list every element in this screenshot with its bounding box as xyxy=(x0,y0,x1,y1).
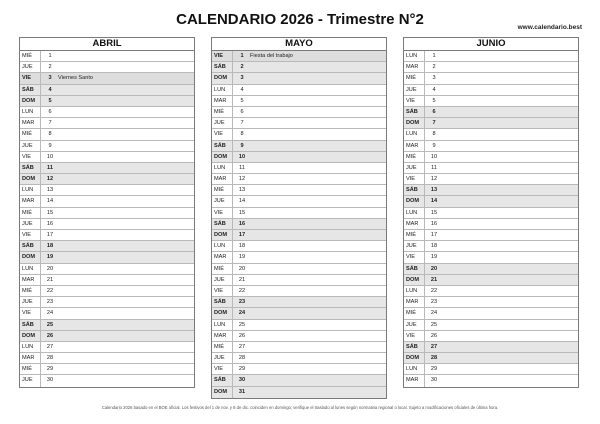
day-row xyxy=(20,152,194,163)
month-header: MAYO xyxy=(212,38,386,51)
day-number: 25 xyxy=(46,321,54,328)
day-number: 2 xyxy=(432,64,436,71)
weekday-label: DOM xyxy=(404,275,425,285)
day-number: 1 xyxy=(48,53,52,59)
day-row xyxy=(20,342,194,353)
weekday-label: JUE xyxy=(20,375,41,386)
day-row xyxy=(404,353,578,364)
weekday-label: DOM xyxy=(212,387,233,398)
day-row xyxy=(404,141,578,152)
day-row xyxy=(212,196,386,207)
weekday-label: VIE xyxy=(212,51,233,61)
day-number: 5 xyxy=(48,97,52,104)
day-number: 15 xyxy=(430,209,438,216)
weekday-label: MAR xyxy=(404,62,425,72)
day-row xyxy=(212,264,386,275)
day-row xyxy=(20,73,194,84)
day-row xyxy=(212,185,386,196)
weekday-label: MAR xyxy=(404,297,425,307)
day-list xyxy=(212,51,386,398)
day-number: 21 xyxy=(46,276,54,283)
weekday-label: MAR xyxy=(212,252,233,262)
day-row xyxy=(20,353,194,364)
weekday-label: MIÉ xyxy=(404,308,425,318)
weekday-label: LUN xyxy=(20,264,41,274)
weekday-label: VIE xyxy=(212,364,233,374)
day-list xyxy=(404,51,578,387)
day-row xyxy=(212,308,386,319)
footer-note: Calendario 2026 basado en el BOE oficial. Los festivos del 1 de nov. y 8 de dic. coinciden en domingo; verifique el traslado al lunes según normativa regional o local. Sujeto a modificaciones oficiales de última hora. xyxy=(101,405,499,410)
day-row xyxy=(212,286,386,297)
day-row xyxy=(404,286,578,297)
day-row xyxy=(20,331,194,342)
day-number: 14 xyxy=(238,198,246,205)
weekday-label: SÁB xyxy=(404,264,425,274)
day-row xyxy=(20,252,194,263)
day-number: 30 xyxy=(430,377,438,384)
day-row xyxy=(404,185,578,196)
day-row xyxy=(212,275,386,286)
month-april xyxy=(19,37,195,388)
day-number: 18 xyxy=(46,243,54,250)
weekday-label: MAR xyxy=(20,196,41,206)
day-number: 24 xyxy=(46,310,54,317)
day-number: 19 xyxy=(238,254,246,261)
day-row xyxy=(212,219,386,230)
weekday-label: LUN xyxy=(404,129,425,139)
day-number: 26 xyxy=(238,332,246,339)
weekday-label: SÁB xyxy=(212,141,233,151)
day-number: 16 xyxy=(238,220,246,227)
weekday-label: DOM xyxy=(212,73,233,83)
day-row xyxy=(404,118,578,129)
day-row xyxy=(212,62,386,73)
day-row xyxy=(212,208,386,219)
day-row xyxy=(212,375,386,386)
day-number: 10 xyxy=(430,153,438,160)
weekday-label: VIE xyxy=(20,152,41,162)
day-number: 23 xyxy=(46,299,54,306)
day-number: 7 xyxy=(240,120,244,127)
weekday-label: VIE xyxy=(212,286,233,296)
day-row xyxy=(404,196,578,207)
day-row xyxy=(20,208,194,219)
day-number: 15 xyxy=(46,209,54,216)
day-row xyxy=(20,264,194,275)
weekday-label: LUN xyxy=(212,163,233,173)
day-number: 11 xyxy=(431,164,437,171)
day-row xyxy=(212,252,386,263)
day-number: 3 xyxy=(432,75,436,82)
day-row xyxy=(404,129,578,140)
day-number: 5 xyxy=(432,97,436,104)
day-number: 15 xyxy=(238,209,246,216)
day-row xyxy=(212,364,386,375)
weekday-label: LUN xyxy=(404,364,425,374)
weekday-label: DOM xyxy=(404,118,425,128)
day-row xyxy=(20,375,194,386)
weekday-label: MIÉ xyxy=(212,185,233,195)
month-header: JUNIO xyxy=(404,38,578,51)
day-number: 3 xyxy=(48,75,52,82)
day-number: 18 xyxy=(238,243,246,250)
weekday-label: MIÉ xyxy=(404,152,425,162)
day-number: 17 xyxy=(238,232,246,238)
day-row xyxy=(404,174,578,185)
day-number: 2 xyxy=(240,64,244,71)
day-number: 19 xyxy=(46,254,54,261)
day-row xyxy=(20,241,194,252)
day-number: 14 xyxy=(430,198,438,205)
day-number: 28 xyxy=(46,355,54,362)
day-number: 25 xyxy=(430,321,438,328)
day-number: 3 xyxy=(240,75,244,82)
weekday-label: SÁB xyxy=(212,297,233,307)
day-row xyxy=(20,196,194,207)
weekday-label: JUE xyxy=(404,163,425,173)
day-number: 21 xyxy=(430,276,438,283)
day-number: 4 xyxy=(48,86,52,93)
holiday-label: Fiesta del trabajo xyxy=(250,53,293,59)
weekday-label: LUN xyxy=(212,85,233,95)
day-row xyxy=(212,85,386,96)
day-row xyxy=(20,286,194,297)
weekday-label: LUN xyxy=(404,208,425,218)
day-number: 6 xyxy=(240,108,244,115)
weekday-label: MIÉ xyxy=(404,230,425,240)
day-number: 29 xyxy=(430,366,438,373)
day-row xyxy=(20,364,194,375)
weekday-label: VIE xyxy=(404,331,425,341)
weekday-label: VIE xyxy=(20,308,41,318)
weekday-label: MAR xyxy=(20,275,41,285)
day-number: 21 xyxy=(238,276,246,283)
day-number: 1 xyxy=(240,53,244,59)
day-row xyxy=(404,62,578,73)
weekday-label: VIE xyxy=(404,174,425,184)
weekday-label: SÁB xyxy=(404,107,425,117)
weekday-label: MIÉ xyxy=(212,342,233,352)
day-row xyxy=(20,297,194,308)
day-number: 7 xyxy=(48,120,52,127)
weekday-label: JUE xyxy=(20,219,41,229)
day-number: 28 xyxy=(430,355,438,362)
month-june xyxy=(403,37,579,388)
day-row xyxy=(404,252,578,263)
day-number: 9 xyxy=(48,142,52,149)
weekday-label: LUN xyxy=(20,342,41,352)
day-row xyxy=(404,152,578,163)
weekday-label: MAR xyxy=(404,219,425,229)
day-number: 29 xyxy=(46,366,54,373)
day-row xyxy=(20,96,194,107)
day-number: 12 xyxy=(46,176,54,183)
day-number: 6 xyxy=(432,108,436,115)
day-number: 12 xyxy=(430,176,438,183)
weekday-label: JUE xyxy=(212,118,233,128)
day-row xyxy=(20,174,194,185)
day-row xyxy=(212,51,386,62)
weekday-label: JUE xyxy=(404,241,425,251)
day-row xyxy=(20,129,194,140)
weekday-label: MAR xyxy=(20,353,41,363)
day-row xyxy=(404,230,578,241)
day-row xyxy=(212,129,386,140)
day-number: 27 xyxy=(46,343,54,350)
day-number: 10 xyxy=(238,153,246,160)
day-number: 23 xyxy=(238,299,246,306)
day-number: 19 xyxy=(430,254,438,261)
weekday-label: JUE xyxy=(404,85,425,95)
day-row xyxy=(20,219,194,230)
day-row xyxy=(404,275,578,286)
day-row xyxy=(212,241,386,252)
day-row xyxy=(404,308,578,319)
month-may xyxy=(211,37,387,399)
day-row xyxy=(212,96,386,107)
day-number: 16 xyxy=(46,220,54,227)
holiday-label: Viernes Santo xyxy=(58,75,94,82)
weekday-label: VIE xyxy=(404,252,425,262)
weekday-label: JUE xyxy=(212,353,233,363)
day-row xyxy=(212,331,386,342)
weekday-label: MIÉ xyxy=(20,51,41,61)
weekday-label: MAR xyxy=(212,331,233,341)
day-row xyxy=(212,118,386,129)
page-title: CALENDARIO 2026 - Trimestre N°2 xyxy=(176,11,424,28)
weekday-label: LUN xyxy=(212,241,233,251)
weekday-label: LUN xyxy=(20,185,41,195)
day-number: 4 xyxy=(432,86,436,93)
day-number: 27 xyxy=(430,343,438,350)
weekday-label: MAR xyxy=(404,141,425,151)
day-number: 13 xyxy=(430,187,438,194)
day-row xyxy=(404,364,578,375)
day-row xyxy=(404,320,578,331)
day-number: 9 xyxy=(432,142,436,149)
day-number: 22 xyxy=(430,287,438,294)
weekday-label: DOM xyxy=(20,174,41,184)
weekday-label: DOM xyxy=(20,96,41,106)
day-row xyxy=(212,163,386,174)
day-row xyxy=(212,174,386,185)
day-row xyxy=(404,51,578,62)
weekday-label: JUE xyxy=(404,320,425,330)
day-number: 7 xyxy=(432,120,436,127)
weekday-label: DOM xyxy=(212,308,233,318)
weekday-label: MAR xyxy=(212,96,233,106)
day-number: 8 xyxy=(240,131,244,138)
day-row xyxy=(404,73,578,84)
day-number: 23 xyxy=(430,299,438,306)
day-number: 22 xyxy=(238,287,246,294)
day-row xyxy=(404,331,578,342)
weekday-label: JUE xyxy=(212,275,233,285)
day-row xyxy=(212,141,386,152)
day-row xyxy=(20,85,194,96)
day-row xyxy=(404,163,578,174)
day-row xyxy=(20,320,194,331)
day-row xyxy=(404,375,578,386)
weekday-label: VIE xyxy=(212,208,233,218)
day-number: 1 xyxy=(432,53,436,59)
day-row xyxy=(212,230,386,241)
day-row xyxy=(20,107,194,118)
day-number: 13 xyxy=(238,187,246,194)
day-number: 14 xyxy=(46,198,54,205)
day-row xyxy=(20,62,194,73)
weekday-label: VIE xyxy=(20,73,41,83)
weekday-label: DOM xyxy=(20,331,41,341)
day-number: 20 xyxy=(46,265,54,272)
day-number: 13 xyxy=(46,187,54,194)
weekday-label: LUN xyxy=(404,51,425,61)
weekday-label: DOM xyxy=(404,353,425,363)
day-row xyxy=(20,308,194,319)
weekday-label: SÁB xyxy=(20,163,41,173)
day-row xyxy=(212,107,386,118)
day-row xyxy=(404,297,578,308)
day-number: 8 xyxy=(48,131,52,138)
day-number: 17 xyxy=(430,232,438,238)
day-number: 20 xyxy=(430,265,438,272)
weekday-label: SÁB xyxy=(20,241,41,251)
day-row xyxy=(404,85,578,96)
day-row xyxy=(20,141,194,152)
day-row xyxy=(404,264,578,275)
weekday-label: SÁB xyxy=(20,85,41,95)
day-number: 16 xyxy=(430,220,438,227)
weekday-label: VIE xyxy=(212,129,233,139)
weekday-label: DOM xyxy=(212,152,233,162)
day-number: 6 xyxy=(48,108,52,115)
weekday-label: DOM xyxy=(404,196,425,206)
weekday-label: MAR xyxy=(212,174,233,184)
weekday-label: LUN xyxy=(404,286,425,296)
weekday-label: LUN xyxy=(20,107,41,117)
day-row xyxy=(20,51,194,62)
day-row xyxy=(212,387,386,398)
weekday-label: MIÉ xyxy=(20,208,41,218)
day-list xyxy=(20,51,194,387)
day-number: 18 xyxy=(430,243,438,250)
weekday-label: DOM xyxy=(212,230,233,240)
day-row xyxy=(212,73,386,84)
day-number: 27 xyxy=(238,343,246,350)
weekday-label: MIÉ xyxy=(20,364,41,374)
day-number: 9 xyxy=(240,142,244,149)
weekday-label: MAR xyxy=(404,375,425,386)
day-row xyxy=(404,219,578,230)
weekday-label: LUN xyxy=(212,320,233,330)
day-number: 26 xyxy=(46,332,54,339)
day-row xyxy=(212,152,386,163)
day-number: 20 xyxy=(238,265,246,272)
day-number: 24 xyxy=(238,310,246,317)
day-number: 11 xyxy=(239,164,245,171)
day-number: 30 xyxy=(238,377,246,384)
weekday-label: DOM xyxy=(20,252,41,262)
weekday-label: VIE xyxy=(404,96,425,106)
day-row xyxy=(20,230,194,241)
day-number: 10 xyxy=(46,153,54,160)
weekday-label: JUE xyxy=(20,141,41,151)
weekday-label: JUE xyxy=(20,62,41,72)
day-row xyxy=(20,275,194,286)
day-row xyxy=(20,163,194,174)
weekday-label: MIÉ xyxy=(20,129,41,139)
day-number: 28 xyxy=(238,355,246,362)
month-header: ABRIL xyxy=(20,38,194,51)
weekday-label: SÁB xyxy=(212,219,233,229)
day-row xyxy=(404,96,578,107)
day-row xyxy=(404,241,578,252)
day-number: 11 xyxy=(47,164,53,171)
day-number: 8 xyxy=(432,131,436,138)
day-row xyxy=(404,208,578,219)
day-number: 4 xyxy=(240,86,244,93)
day-row xyxy=(20,118,194,129)
day-row xyxy=(20,185,194,196)
day-number: 30 xyxy=(46,377,54,384)
day-number: 12 xyxy=(238,176,246,183)
weekday-label: MIÉ xyxy=(20,286,41,296)
day-row xyxy=(212,353,386,364)
site-url: www.calendario.best xyxy=(517,24,582,31)
weekday-label: SÁB xyxy=(404,185,425,195)
weekday-label: SÁB xyxy=(212,62,233,72)
weekday-label: JUE xyxy=(20,297,41,307)
weekday-label: MIÉ xyxy=(212,107,233,117)
day-number: 31 xyxy=(238,388,246,395)
weekday-label: MIÉ xyxy=(404,73,425,83)
day-row xyxy=(404,107,578,118)
weekday-label: MIÉ xyxy=(212,264,233,274)
day-number: 17 xyxy=(46,232,54,238)
weekday-label: JUE xyxy=(212,196,233,206)
weekday-label: VIE xyxy=(20,230,41,240)
day-number: 2 xyxy=(48,64,52,71)
day-number: 5 xyxy=(240,97,244,104)
day-number: 29 xyxy=(238,366,246,373)
day-row xyxy=(404,342,578,353)
day-number: 26 xyxy=(430,332,438,339)
day-number: 24 xyxy=(430,310,438,317)
weekday-label: SÁB xyxy=(212,375,233,385)
weekday-label: SÁB xyxy=(20,320,41,330)
day-row xyxy=(212,342,386,353)
day-row xyxy=(212,320,386,331)
day-row xyxy=(212,297,386,308)
day-number: 22 xyxy=(46,287,54,294)
weekday-label: MAR xyxy=(20,118,41,128)
weekday-label: SÁB xyxy=(404,342,425,352)
day-number: 25 xyxy=(238,321,246,328)
